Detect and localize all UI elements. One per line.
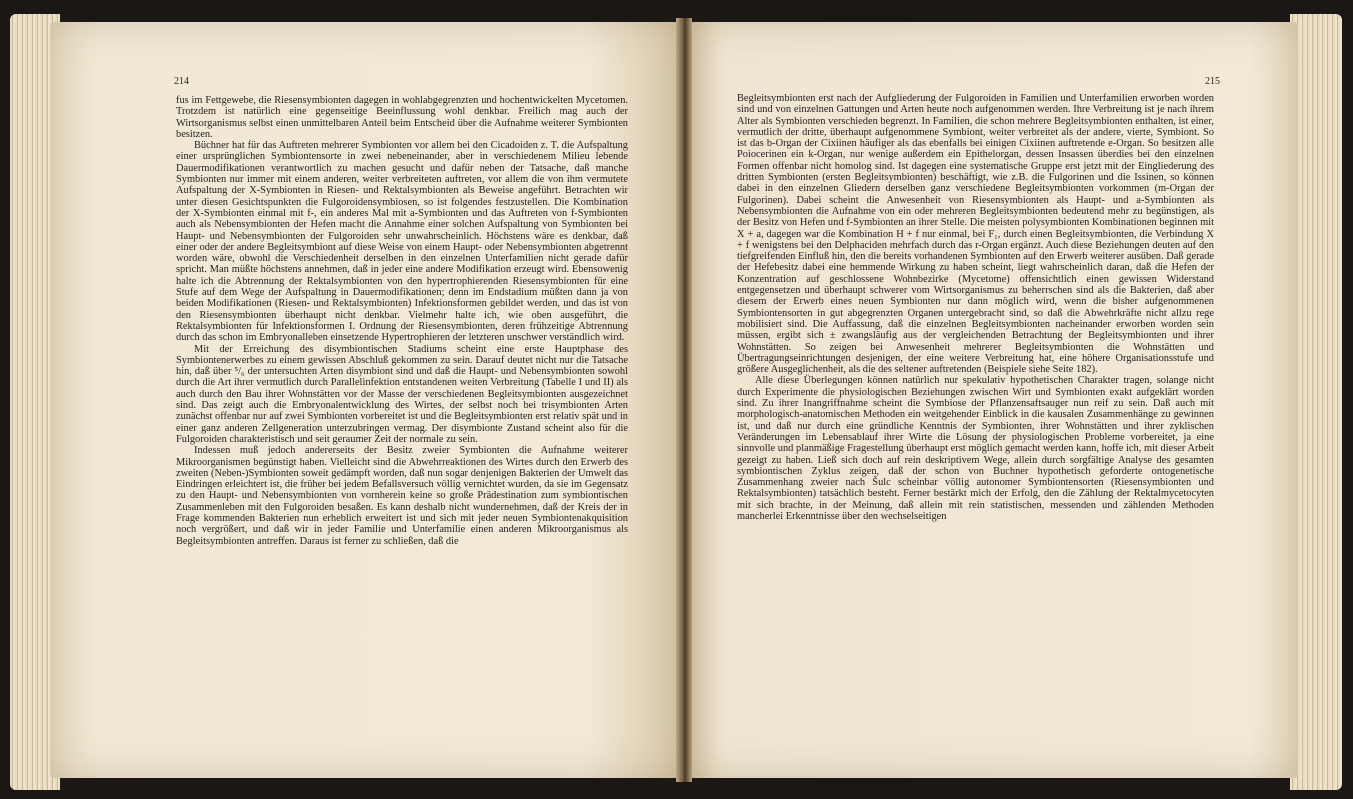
left-page-body [176, 95, 628, 547]
paragraph: Begleitsymbionten erst nach der Aufgliederung der Fulgoroiden in Familien und Unterfamilien erworben worden sind und von einzelnen Gattungen und Arten heute noch aufgenommen werden. Ihre Verbreitung ist je nach ihrem Alter als Symbionten verschieden begrenzt. In Familien, die schon mehrere Begleitsymbionten enthalten, ist einer, vermutlich der dritte, überhaupt aufgenommene Symbiont, weiter verbreitet als der andere, vierte, Symbiont. So ist das b-Organ der Cixiinen häufiger als das ebenfalls bei einigen Cixiinen auftretende e-Organ. So besitzen alle Poiocerinen ein k-Organ, nur wenige außerdem ein Epithelorgan, dessen Insassen überdies bei den einzelnen Formen offenbar nicht homolog sind. Ist dagegen eine systematische Gruppe erst jetzt mit der Eingliederung des dritten Symbionten (ersten Begleitsymbionten) beschäftigt, wie z.B. die Fulgorinen und die Issinen, so können dabei in den einzelnen Gliedern derselben ganz verschiedene Begleitsymbionten vorkommen (m-Organ der Fulgorinen). Dabei scheint die Anwesenheit von Riesensymbionten als Haupt- und a-Symbionten als Nebensymbionten die Aufnahme von ein oder mehreren Begleitsymbionten bedeutend mehr zu begünstigen, als der Besitz von Hefen und f-Symbionten an ihrer Stelle. Die meisten polysymbionten Kombinationen beginnen mit X + a, dagegen war die Kombination H + f nur einmal, bei F₁, durch einen Begleitsymbionten, die Verbindung X + f wenigstens bei den Delphaciden mehrfach durch das r-Organ ergänzt. Auch diese Beziehungen deuten auf den tiefgreifenden Einfluß hin, den die bereits vorhandenen Symbionten auf den Erwerb weiterer ausüben. Daß gerade der Hefebesitz dabei eine hemmende Wirkung zu haben scheint, liegt wahrscheinlich daran, daß die Hefen der Konzentration auf geschlossene Wohnbezirke (Mycetome) offensichtlich einen gewissen Widerstand entgegensetzen und überhaupt schwerer vom Wirtsorganismus zu beherrschen sind als die Bakterien, daß aber diesem der Erwerb eines neuen Symbionten nur dann möglich wird, wenn die bisher aufgenommenen Symbiontensorten in gut abgegrenzten Organen untergebracht sind, so daß die Abwehrkräfte nicht allzu rege mobilisiert sind. Die Auffassung, daß die einzelnen Begleitsymbionten nacheinander erworben worden sein müssen, ergibt sich ± zwangsläufig aus der vergleichenden Betrachtung der Begleitsymbionten und ihrer Wohnstätten. So zeigen bei Anwesenheit mehrerer Begleitsymbionten die Wohnstätten und Übertragungseinrichtungen desjenigen, der eine weitere Verbreitung hat, eine höhere Organisationsstufe und größere Ausgeglichenheit, als die des seltener auftretenden (Beispiele siehe Seite 182). [737, 93, 1214, 376]
paragraph: Mit der Erreichung des disymbiontischen Stadiums scheint eine erste Hauptphase des Symbiontenerwerbes zu einem gewissen Abschluß gekommen zu sein. Darauf deutet nicht nur die Tatsache hin, daß über ⁵/₆ der untersuchten Arten disymbiont sind und daß die Haupt- und Nebensymbionten sowohl durch die Art ihrer vermutlich durch Parallelinfektion entstandenen weiten Verbreitung (Tabelle I und II) als auch durch den Bau ihrer Wohnstätten vor der Masse der verschiedenen Begleitsymbionten ausgezeichnet sind. Das zeigt auch die Embryonalentwicklung des Wirtes, der selbst noch bei trisymbionten Arten zunächst offenbar nur auf zwei Symbionten vorbereitet ist und die Begleitsymbionten erst relativ spät und in einer ganz anderen Zellgeneration unterzubringen vermag. Der disymbionte Zustand scheint also für die Fulgoroiden charakteristisch und seit geraumer Zeit der normale zu sein. [176, 343, 628, 445]
paragraph: Alle diese Überlegungen können natürlich nur spekulativ hypothetischen Charakter tragen, solange nicht durch Experimente die physiologischen Beziehungen zwischen Wirt und Symbionten exakt aufgeklärt worden sind. Zu ihrer Inangriffnahme scheint die Symbiose der Pflanzensaftsauger nun reif zu sein. Daß auch mit morphologisch-anatomischen Methoden ein weitgehender Einblick in die kausalen Zusammenhänge zu gewinnen ist, und daß nur durch eine gründliche Kenntnis der Symbionten, ihrer Wohnstätten und ihrer zyklischen Veränderungen im Lebensablauf ihrer Wirte die Lösung der physiologischen Probleme vorbereitet, ja eine sinnvolle und planmäßige Fragestellung überhaupt erst möglich gemacht werden kann, hoffe ich, mit dieser Arbeit gezeigt zu haben. Ließ sich doch auf rein deskriptivem Wege, allein durch sorgfältige Analyse des gesamten symbiontischen Zyklus zeigen, daß der schon von Buchner hypothetisch geforderte ontogenetische Zusammenhang zweier nach Šulc scheinbar völlig autonomer Symbiontensorten (Riesensymbionten und Rektalsymbionten) tatsächlich besteht. Ferner bestärkt mich der Erfolg, den die Zählung der Rektalmycetocyten mit sich brachte, in der Meinung, daß allein mit rein statistischen, messenden und zählenden Methoden mancherlei Erkenntnisse über den wechselseitigen [737, 375, 1214, 522]
paragraph: Büchner hat für das Auftreten mehrerer Symbionten vor allem bei den Cicadoiden z. T. die Aufspaltung einer ursprünglichen Symbiontensorte in zwei nebeneinander, aber in verschiedenem Milieu lebende Dauermodifikationen verantwortlich zu machen gesucht und dafür neben der Tatsache, daß manche Symbionten nur immer mit einem anderen, weiter verbreiteten auftreten, vor allem die von ihm vermutete Aufspaltung der X-Symbionten in Riesen- und Rektalsymbionten als Beweise angeführt. Betrachten wir unter diesen Gesichtspunkten die Fulgoroidensymbiosen, so ist folgendes festzustellen. Die Kombination der X-Symbionten einmal mit f-, ein anderes Mal mit a-Symbionten und das Auftreten von f-Symbionten auch als Nebensymbionten der Hefen macht die Annahme einer solchen Aufspaltung von Symbionten bei Haupt- und Nebensymbionten der Fulgoroiden sehr unwahrscheinlich. Höchstens wäre es denkbar, daß einer oder der andere Begleitsymbiont auf diese Weise von einem Haupt- oder Nebensymbionten abgetrennt worden wäre, obwohl die Verschiedenheit derselben in den einzelnen Unterfamilien nicht gerade dafür spricht. Man müßte höchstens annehmen, daß in jeder eine andere Modifikation erzeugt wird. Ebensowenig halte ich die Abtrennung der Rektalsymbionten von den hypertrophierenden Riesensymbionten für eine Stufe auf dem Wege der Aufspaltung in Dauermodifikationen; denn im Endstadium müßten dann ja von beiden Modifikationen (Riesen- und Rektalsymbionten) Infektionsformen gebildet werden, und das ist von den Riesensymbionten überhaupt nicht denkbar. Vielmehr halte ich, wie oben ausgeführt, die Rektalsymbionten für Infektionsformen I. Ordnung der Riesensymbionten, deren frühzeitige Abtrennung durch das schon im Embryonalleben einsetzende Hypertrophieren der letzteren unschwer verständlich wird. [176, 140, 628, 344]
book-gutter [676, 18, 692, 782]
left-page-number: 214 [174, 76, 189, 87]
right-page-number: 215 [1205, 76, 1220, 87]
paragraph: fus im Fettgewebe, die Riesensymbionten dagegen in wohlabgegrenzten und hochentwickelten Mycetomen. Trotzdem ist natürlich eine gegenseitige Beeinflussung wohl denkbar. Freilich mag auch der Wirtsorganismus selbst einen unmittelbaren Anteil beim Entscheid über die Aufnahme weiterer Symbionten besitzen. [176, 95, 628, 140]
paragraph: Indessen muß jedoch andererseits der Besitz zweier Symbionten die Aufnahme weiterer Mikroorganismen begünstigt haben. Vielleicht sind die Abwehrreaktionen des Wirtes durch den Erwerb des zweiten (Neben-)Symbionten soweit gedämpft worden, daß nun sogar denjenigen Bakterien der Umwelt das Eindringen erleichtert ist, die früher bei jedem Befallsversuch völlig vernichtet wurden, da sie im Gegensatz zu den Haupt- und Nebensymbionten von vornherein keine so große Prädestination zum symbiontischen Zusammenleben mit den Fulgoroiden besaßen. Es kann deshalb nicht wundernehmen, daß der Kreis der in Frage kommenden Bakterien nun erheblich erweitert ist und sich mit jeder neuen Symbiontenakquisition noch vergrößert, und daß wir in jeder Familie und Unterfamilie einen anderen Mikroorganismus als Begleitsymbionten antreffen. Daraus ist ferner zu schließen, daß die [176, 445, 628, 547]
right-page-body [737, 93, 1214, 522]
